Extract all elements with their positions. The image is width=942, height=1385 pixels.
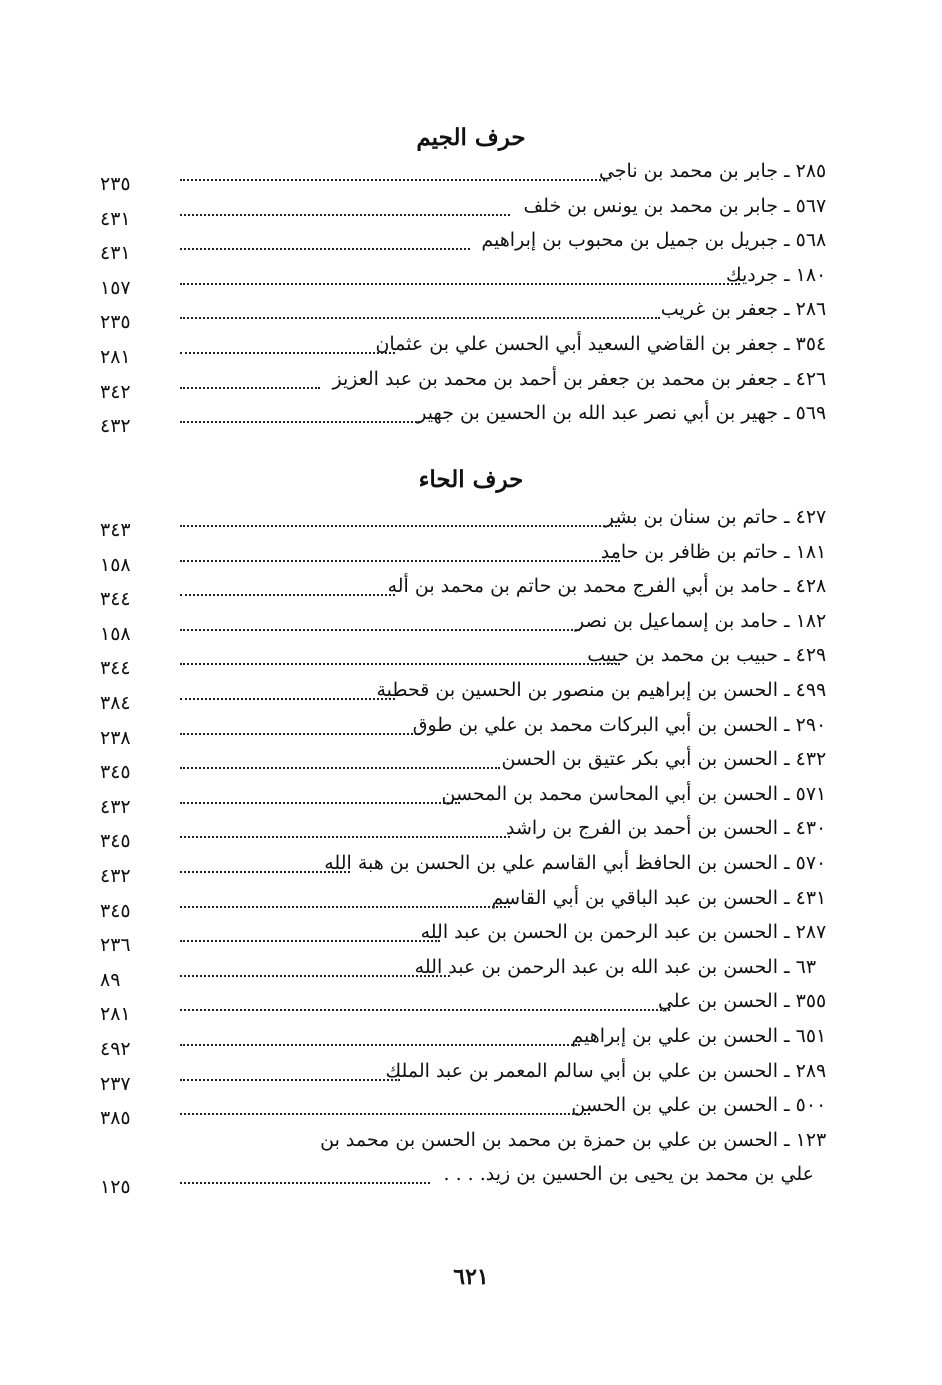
entry-name: جبريل بن جميل بن محبوب بن إبراهيم xyxy=(481,229,778,252)
leader-dots xyxy=(180,210,510,216)
leader-dots xyxy=(180,590,395,596)
entry-page: ٣٤٥ xyxy=(100,899,131,922)
index-entry xyxy=(0,712,942,747)
entry-number: ٢٨٦ ـ xyxy=(784,298,827,321)
entry-number: ٤٢٩ ـ xyxy=(784,644,827,667)
entry-page: ٣٤٤ xyxy=(100,588,131,611)
leader-dots xyxy=(180,1040,580,1046)
leader-dots xyxy=(180,1005,670,1011)
entry-name: الحسن بن إبراهيم بن منصور بن الحسين بن قحطبة xyxy=(376,678,778,701)
entry-page: ٣٤٤ xyxy=(100,657,131,680)
entry-name: الحسن بن علي بن أبي سالم المعمر بن عبد الملك xyxy=(385,1059,778,1082)
entry-name: جعفر بن محمد بن جعفر بن أحمد بن محمد بن عبد العزيز xyxy=(332,367,778,390)
index-entry xyxy=(0,677,942,712)
index-entry xyxy=(0,331,942,366)
entry-page: ٤٩٢ xyxy=(100,1037,131,1060)
section-heading-ha: حرف الحاء xyxy=(418,466,524,493)
entry-number: ٣٥٤ ـ xyxy=(784,332,827,355)
entry-number: ١٨٠ ـ xyxy=(784,263,827,286)
leader-dots xyxy=(180,1109,590,1115)
entry-number: ٥٦٩ ـ xyxy=(784,402,827,425)
index-entry xyxy=(0,262,942,297)
leader-dots xyxy=(180,694,395,700)
entry-page: ٣٤٥ xyxy=(100,830,131,853)
index-entry xyxy=(0,400,942,438)
entry-name: الحسن بن أبي البركات محمد بن علي بن طوق xyxy=(412,713,778,736)
index-entry xyxy=(0,1058,942,1093)
entry-name: جهير بن أبي نصر عبد الله بن الحسين بن جهير xyxy=(417,402,778,425)
entry-name: الحسن بن عبد الرحمن بن الحسن بن عبد الله xyxy=(420,921,778,944)
leader-dots xyxy=(180,936,440,942)
index-entry xyxy=(0,1023,942,1058)
section-heading-jim: حرف الجيم xyxy=(416,124,526,151)
entry-page: ٣٤٢ xyxy=(100,380,131,403)
leader-dots xyxy=(180,244,470,250)
index-entry xyxy=(0,504,942,539)
entry-page: ٢٣٧ xyxy=(100,1072,131,1095)
entry-number: ١٨١ ـ xyxy=(784,540,827,563)
index-entry xyxy=(0,1092,942,1130)
entry-page: ١٢٥ xyxy=(100,1175,131,1198)
leader-dots xyxy=(180,521,620,527)
leader-dots xyxy=(180,659,620,665)
entry-name: الحسن بن أحمد بن الفرج بن راشد xyxy=(506,817,778,840)
leader-dots xyxy=(180,1075,400,1081)
entry-name: حامد بن أبي الفرج محمد بن حاتم بن محمد بن أله xyxy=(387,575,778,598)
entry-number: ٢٩٠ ـ xyxy=(784,713,827,736)
leader-dots xyxy=(180,729,420,735)
index-entry xyxy=(0,366,942,401)
entry-name: جرديك xyxy=(726,263,778,286)
entry-page: ٢٣٥ xyxy=(100,311,131,334)
entry-page: ٢٨١ xyxy=(100,1003,131,1026)
index-entry xyxy=(0,781,942,816)
leader-dots xyxy=(180,625,580,631)
entry-name: الحسن بن الحافظ أبي القاسم علي بن الحسن بن هبة الله xyxy=(324,851,778,874)
entry-name: جابر بن محمد بن يونس بن خلف xyxy=(523,194,778,217)
index-entry xyxy=(0,608,942,643)
entry-number: ١٨٢ ـ xyxy=(784,609,827,632)
leader-dots xyxy=(180,348,395,354)
entry-name: الحسن بن أبي المحاسن محمد بن المحسن xyxy=(441,782,778,805)
index-entry xyxy=(0,746,942,784)
entry-name: الحسن بن عبد الله بن عبد الرحمن بن عبد الله xyxy=(414,955,778,978)
entry-number: ٤٣١ ـ xyxy=(784,886,827,909)
leader-dots xyxy=(180,1178,430,1184)
entry-number: ٥٧٠ ـ xyxy=(784,851,827,874)
entry-page: ٢٣٦ xyxy=(100,934,131,957)
index-entry xyxy=(0,539,942,574)
entry-number: ٢٨٥ ـ xyxy=(784,160,827,182)
entry-number: ٤٣٢ ـ xyxy=(784,748,827,771)
entry-name: جعفر بن القاضي السعيد أبي الحسن علي بن عثمان xyxy=(375,332,778,355)
entry-name: الحسن بن علي بن الحسن xyxy=(571,1094,778,1117)
leader-dots xyxy=(180,556,620,562)
index-entry xyxy=(0,193,942,228)
index-entry xyxy=(0,815,942,853)
leader-dots xyxy=(180,279,740,285)
entry-name: الحسن بن علي xyxy=(657,990,778,1013)
leader-dots xyxy=(180,971,450,977)
entry-page: ٤٣٢ xyxy=(100,795,131,818)
entry-page: ٤٣١ xyxy=(100,207,131,230)
entry-number: ٤٢٧ ـ xyxy=(784,506,827,528)
leader-dots xyxy=(180,383,320,389)
leader-dots xyxy=(180,832,510,838)
entry-name: جابر بن محمد بن ناجي xyxy=(598,160,778,182)
entry-number: ٥٠٠ ـ xyxy=(784,1094,827,1117)
entry-page: ١٥٨ xyxy=(100,553,131,576)
entry-number: ٥٧١ ـ xyxy=(784,782,827,805)
entry-page: ١٥٧ xyxy=(100,276,131,299)
entry-number: ٢٨٧ ـ xyxy=(784,921,827,944)
entry-number: ٤٢٦ ـ xyxy=(784,367,827,390)
entry-number: ٣٥٥ ـ xyxy=(784,990,827,1013)
entry-name-line2: علي بن محمد بن يحيى بن الحسين بن زيد. . . . xyxy=(443,1162,814,1185)
entry-page: ٣٤٣ xyxy=(100,519,131,541)
entry-page: ٤٣٢ xyxy=(100,864,131,887)
entry-number: ٢٨٩ ـ xyxy=(784,1059,827,1082)
leader-dots xyxy=(180,798,460,804)
entry-name: حاتم بن ظافر بن حامد xyxy=(600,540,778,563)
entry-number: ٤٢٨ ـ xyxy=(784,575,827,598)
entry-page: ٢٨١ xyxy=(100,345,131,368)
leader-dots xyxy=(180,902,510,908)
index-entry xyxy=(0,227,942,265)
index-entry xyxy=(0,642,942,680)
entry-name: حبيب بن محمد بن حبيب xyxy=(587,644,778,667)
index-entry xyxy=(0,919,942,957)
entry-page: ٨٩ xyxy=(100,968,121,991)
index-entry xyxy=(0,296,942,334)
entry-page: ٣٤٥ xyxy=(100,761,131,784)
entry-number: ١٢٣ ـ xyxy=(784,1128,827,1151)
entry-page: ٤٣٢ xyxy=(100,415,131,438)
entry-name: حاتم بن سنان بن بشر xyxy=(604,506,778,528)
leader-dots xyxy=(180,175,605,181)
page-number: ٦٢١ xyxy=(453,1264,489,1290)
index-entry-multiline xyxy=(0,1127,942,1196)
entry-name: الحسن بن أبي بكر عتيق بن الحسن xyxy=(501,748,778,771)
entry-number: ٥٦٧ ـ xyxy=(784,194,827,217)
entry-page: ٢٣٨ xyxy=(100,726,131,749)
entry-number: ٥٦٨ ـ xyxy=(784,229,827,252)
leader-dots xyxy=(180,763,500,769)
section-ha xyxy=(0,504,942,1196)
entry-name: جعفر بن غريب xyxy=(660,298,778,321)
entry-number: ٦٣ ـ xyxy=(784,955,817,978)
entry-page: ٣٨٥ xyxy=(100,1107,131,1130)
entry-number: ٤٣٠ ـ xyxy=(784,817,827,840)
entry-name: الحسن بن علي بن إبراهيم xyxy=(571,1024,778,1047)
entry-name-line1: الحسن بن علي بن حمزة بن محمد بن الحسن بن محمد بن xyxy=(320,1128,778,1151)
index-entry xyxy=(0,988,942,1026)
entry-page: ١٥٨ xyxy=(100,622,131,645)
entry-number: ٤٩٩ ـ xyxy=(784,678,827,701)
index-entry xyxy=(0,885,942,920)
leader-dots xyxy=(180,417,420,423)
index-entry xyxy=(0,158,942,193)
section-jim xyxy=(0,158,942,438)
entry-name: حامد بن إسماعيل بن نصر xyxy=(574,609,778,632)
entry-name: الحسن بن عبد الباقي بن أبي القاسم xyxy=(491,886,778,909)
index-entry xyxy=(0,573,942,611)
index-entry xyxy=(0,954,942,989)
leader-dots xyxy=(180,313,660,319)
entry-page: ٢٣٥ xyxy=(100,173,131,195)
leader-dots xyxy=(180,867,350,873)
entry-number: ٦٥١ ـ xyxy=(784,1024,827,1047)
index-entry xyxy=(0,850,942,885)
entry-page: ٤٣١ xyxy=(100,242,131,265)
entry-page: ٣٨٤ xyxy=(100,691,131,714)
